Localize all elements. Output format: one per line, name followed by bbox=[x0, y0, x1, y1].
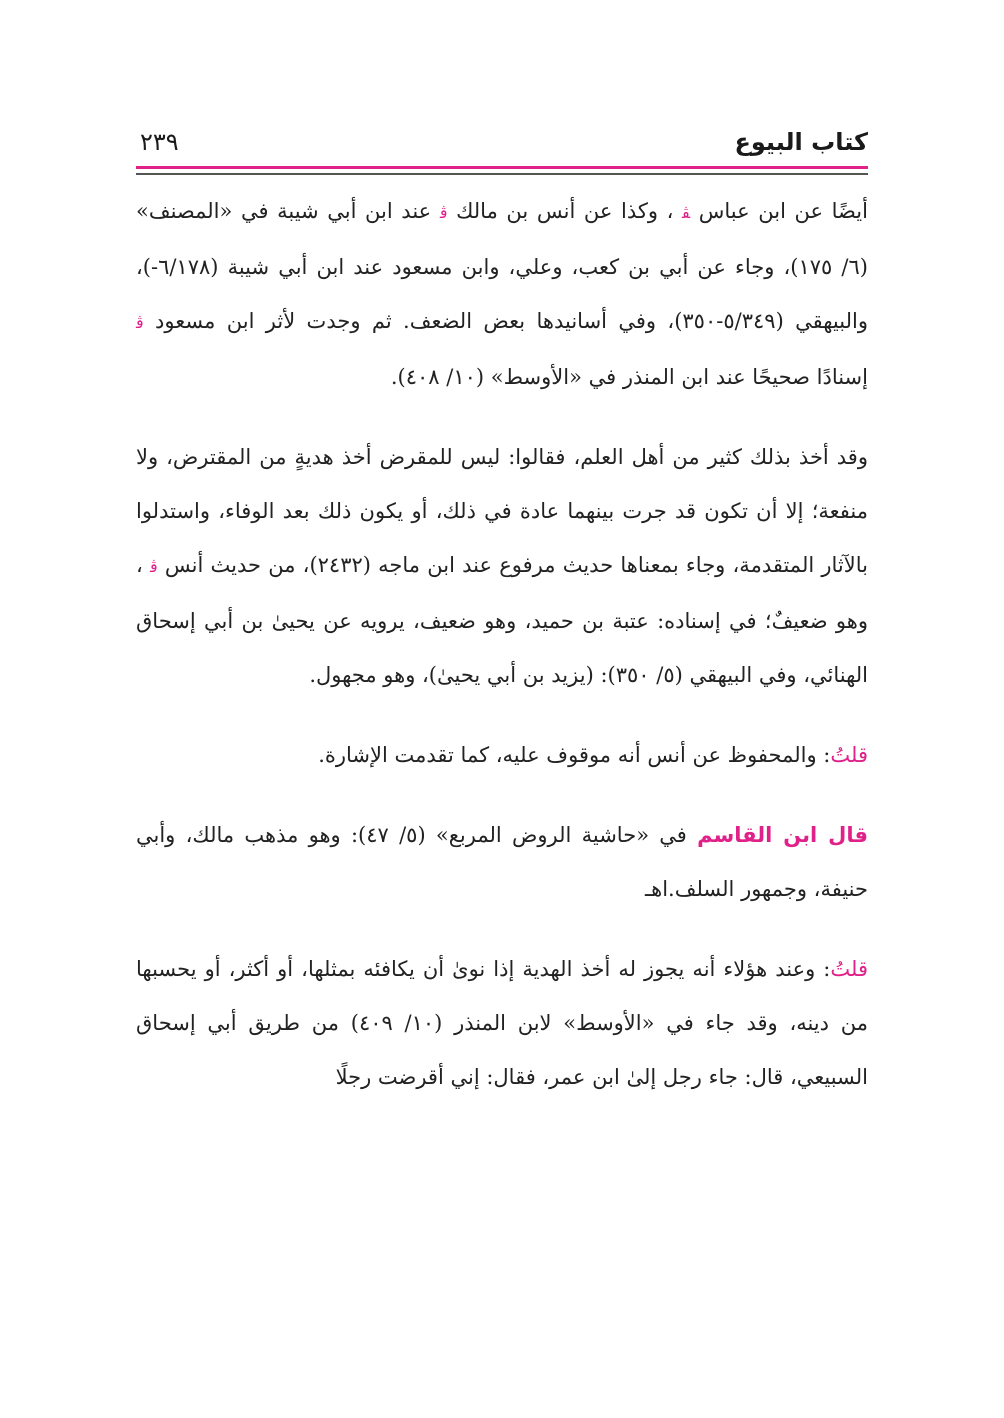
text-segment: ، وهو ضعيفٌ؛ في إسناده: عتبة بن حميد، وهو ضعيف، يرويه عن يحيىٰ بن أبي إسحاق الهنائي، وفي البيهقي (٥/ ٣٥٠): (يزيد بن أبي يحيىٰ)، وهو مجهول. bbox=[136, 553, 868, 687]
paragraph-4 bbox=[136, 808, 868, 916]
text-segment: إسنادًا صحيحًا عند ابن المنذر في «الأوسط» (١٠/ ٤٠٨). bbox=[390, 365, 868, 389]
text-segment: : وعند هؤلاء أنه يجوز له أخذ الهدية إذا نوىٰ أن يكافئه بمثلها، أو أكثر، أو يحسبها من دينه، وقد جاء في «الأوسط» لابن المنذر (١٠/ ٤٠٩) من طريق أبي إسحاق السبيعي، قال: جاء رجل إلىٰ ابن عمر، فقال: إني أقرضت رجلًا bbox=[136, 957, 868, 1089]
quote-label: قال ابن القاسم bbox=[697, 823, 868, 847]
honorific-glyph: ﭬ bbox=[439, 203, 448, 222]
note-label: قلتُ bbox=[830, 957, 868, 981]
note-label: قلتُ bbox=[830, 743, 868, 767]
honorific-glyph: ﭭ bbox=[682, 203, 691, 222]
page-number: ٢٣٩ bbox=[140, 128, 179, 156]
honorific-glyph: ﭬ bbox=[136, 313, 144, 332]
chapter-title: كتاب البيوع bbox=[734, 128, 868, 156]
text-segment: أيضًا عن ابن عباس bbox=[698, 199, 868, 223]
text-segment: عند ابن أبي شيبة في «المصنف» (٦/ ١٧٥)، وجاء عن أبي بن كعب، وعلي، وابن مسعود عند ابن أبي شيبة (٦/١٧٨-)، والبيهقي (٥/٣٤٩-٣٥٠)، وفي أسانيدها بعض الضعف. ثم وجدت لأثر ابن مسعود bbox=[136, 199, 868, 333]
header-rule bbox=[136, 173, 868, 175]
paragraph-2 bbox=[136, 430, 868, 702]
text-segment: ، وكذا عن أنس بن مالك bbox=[456, 199, 674, 223]
page-header bbox=[136, 122, 868, 166]
text-segment: : والمحفوظ عن أنس أنه موقوف عليه، كما تقدمت الإشارة. bbox=[318, 743, 831, 767]
paragraph-3 bbox=[136, 728, 868, 782]
paragraph-1 bbox=[136, 184, 868, 404]
paragraph-5 bbox=[136, 942, 868, 1104]
text-segment: وقد أخذ بذلك كثير من أهل العلم، فقالوا: ليس للمقرض أخذ هديةٍ من المقترض، ولا منفعة؛ إلا أن تكون قد جرت بينهما عادة في ذلك، أو يكون ذلك بعد الوفاء، واستدلوا بالآثار المتقدمة، وجاء بمعناها حديث مرفوع عند ابن ماجه (٢٤٣٢)، من حديث أنس bbox=[136, 445, 868, 577]
honorific-glyph: ﭬ bbox=[150, 557, 158, 576]
text-segment: في «حاشية الروض المربع» (٥/ ٤٧): وهو مذهب مالك، وأبي حنيفة، وجمهور السلف.اهـ bbox=[136, 823, 868, 901]
header-rule-accent bbox=[136, 166, 868, 169]
page-body bbox=[136, 184, 868, 1130]
